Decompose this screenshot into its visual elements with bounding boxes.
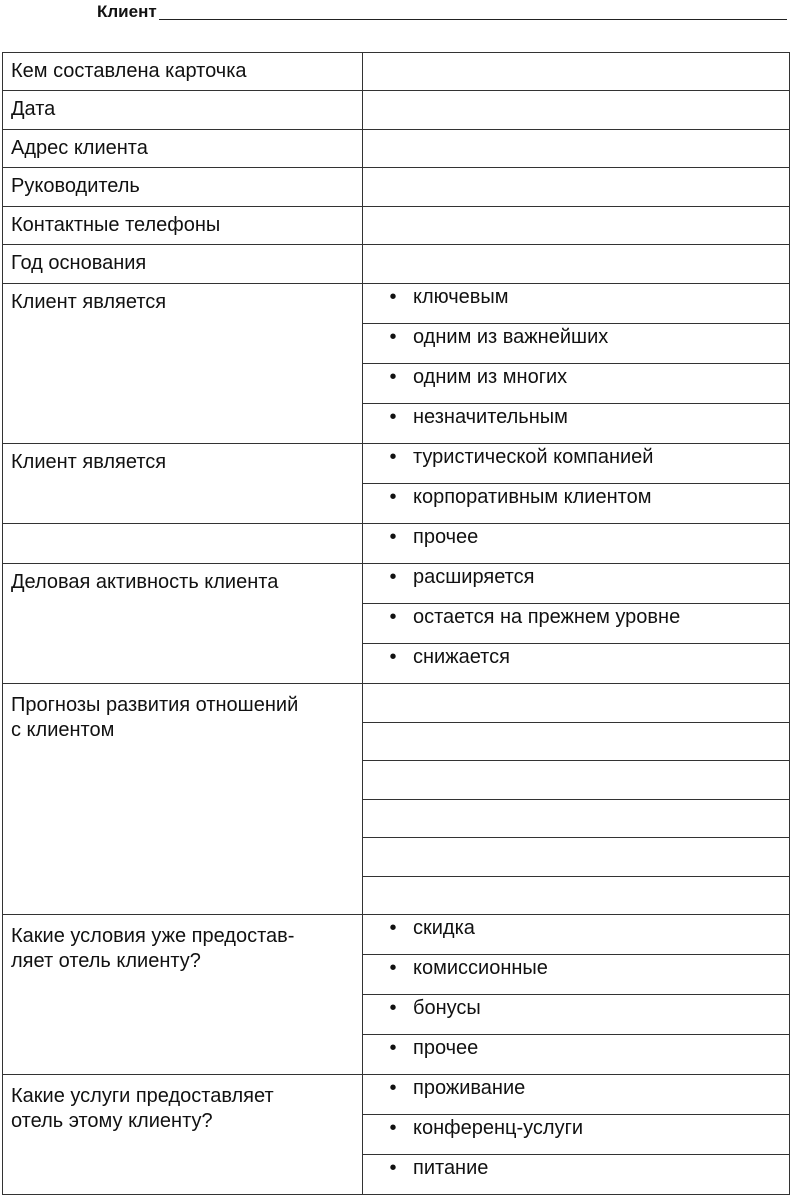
- option-label: питание: [413, 1157, 489, 1179]
- bullet-icon: •: [389, 997, 397, 1019]
- option-label: ключевым: [413, 286, 509, 308]
- value-date[interactable]: [363, 91, 790, 130]
- label-forecast: [3, 684, 363, 915]
- client-card-table: [2, 52, 790, 1195]
- bullet-icon: •: [389, 646, 397, 668]
- option-label: конференц-услуги: [413, 1117, 584, 1139]
- row-compiled-by: [3, 53, 790, 91]
- row-client-is-1: [3, 284, 790, 324]
- option-label: прочее: [413, 1037, 479, 1059]
- option-label: скидка: [413, 917, 475, 939]
- value-compiled-by[interactable]: [363, 53, 790, 91]
- option-label: остается на прежнем уровне: [413, 606, 681, 628]
- label-compiled-by: Кем составлена карточка: [3, 53, 363, 91]
- option-expanding[interactable]: [363, 564, 790, 604]
- option-label: бонусы: [413, 997, 481, 1019]
- option-label: расширяется: [413, 566, 535, 588]
- option-corporate[interactable]: [363, 484, 790, 524]
- row-services: [3, 1075, 790, 1115]
- option-other-type[interactable]: [363, 524, 790, 564]
- option-one-of-many[interactable]: [363, 364, 790, 404]
- bullet-icon: •: [389, 1117, 397, 1139]
- value-address[interactable]: [363, 130, 790, 168]
- option-catering[interactable]: [363, 1155, 790, 1195]
- bullet-icon: •: [389, 917, 397, 939]
- services-line-1: Какие услуги предоставляет: [11, 1085, 274, 1107]
- option-label: туристической компанией: [413, 446, 654, 468]
- forecast-line-2: с клиентом: [11, 719, 115, 741]
- services-line-2: отель этому клиенту?: [11, 1110, 213, 1132]
- option-declining[interactable]: [363, 644, 790, 684]
- label-founded: Год основания: [3, 245, 363, 284]
- client-header: [97, 2, 787, 22]
- row-client-is-2c: [3, 524, 790, 564]
- option-tour-company[interactable]: [363, 444, 790, 484]
- label-client-is-1: Клиент является: [3, 284, 363, 444]
- bullet-icon: •: [389, 606, 397, 628]
- value-phones[interactable]: [363, 207, 790, 245]
- forecast-field-3[interactable]: [363, 761, 790, 800]
- bullet-icon: •: [389, 957, 397, 979]
- row-founded: [3, 245, 790, 284]
- option-key[interactable]: [363, 284, 790, 324]
- bullet-icon: •: [389, 326, 397, 348]
- forecast-line-1: Прогнозы развития отношений: [11, 694, 299, 716]
- forecast-field-1[interactable]: [363, 684, 790, 723]
- value-founded[interactable]: [363, 245, 790, 284]
- label-conditions: [3, 915, 363, 1075]
- row-conditions: [3, 915, 790, 955]
- client-label: Клиент: [97, 2, 157, 21]
- option-label: проживание: [413, 1077, 526, 1099]
- bullet-icon: •: [389, 486, 397, 508]
- bullet-icon: •: [389, 286, 397, 308]
- option-accommodation[interactable]: [363, 1075, 790, 1115]
- option-label: прочее: [413, 526, 479, 548]
- option-label: снижается: [413, 646, 510, 668]
- label-empty: [3, 524, 363, 564]
- bullet-icon: •: [389, 526, 397, 548]
- bullet-icon: •: [389, 446, 397, 468]
- row-director: [3, 168, 790, 207]
- row-date: [3, 91, 790, 130]
- bullet-icon: •: [389, 366, 397, 388]
- label-director: Руководитель: [3, 168, 363, 207]
- option-bonuses[interactable]: [363, 995, 790, 1035]
- option-discount[interactable]: [363, 915, 790, 955]
- label-activity: Деловая активность клиента: [3, 564, 363, 684]
- label-client-is-2: Клиент является: [3, 444, 363, 524]
- bullet-icon: •: [389, 1157, 397, 1179]
- bullet-icon: •: [389, 1037, 397, 1059]
- label-date: Дата: [3, 91, 363, 130]
- option-commission[interactable]: [363, 955, 790, 995]
- option-label: одним из многих: [413, 366, 568, 388]
- forecast-field-6[interactable]: [363, 877, 790, 915]
- option-label: корпоративным клиентом: [413, 486, 652, 508]
- label-address: Адрес клиента: [3, 130, 363, 168]
- client-name-line[interactable]: [159, 2, 787, 20]
- row-phones: [3, 207, 790, 245]
- conditions-line-2: ляет отель клиенту?: [11, 950, 201, 972]
- conditions-line-1: Какие условия уже предостав-: [11, 925, 295, 947]
- option-label: одним из важнейших: [413, 326, 609, 348]
- option-label: комиссионные: [413, 957, 548, 979]
- row-activity: [3, 564, 790, 604]
- forecast-field-4[interactable]: [363, 800, 790, 838]
- option-label: незначительным: [413, 406, 568, 428]
- forecast-field-5[interactable]: [363, 838, 790, 877]
- row-address: [3, 130, 790, 168]
- label-services: [3, 1075, 363, 1195]
- row-forecast: [3, 684, 790, 723]
- option-conference[interactable]: [363, 1115, 790, 1155]
- bullet-icon: •: [389, 1077, 397, 1099]
- row-client-is-2: [3, 444, 790, 484]
- value-director[interactable]: [363, 168, 790, 207]
- label-phones: Контактные телефоны: [3, 207, 363, 245]
- bullet-icon: •: [389, 406, 397, 428]
- option-same-level[interactable]: [363, 604, 790, 644]
- option-other-conditions[interactable]: [363, 1035, 790, 1075]
- bullet-icon: •: [389, 566, 397, 588]
- option-most-important[interactable]: [363, 324, 790, 364]
- option-insignificant[interactable]: [363, 404, 790, 444]
- forecast-field-2[interactable]: [363, 723, 790, 761]
